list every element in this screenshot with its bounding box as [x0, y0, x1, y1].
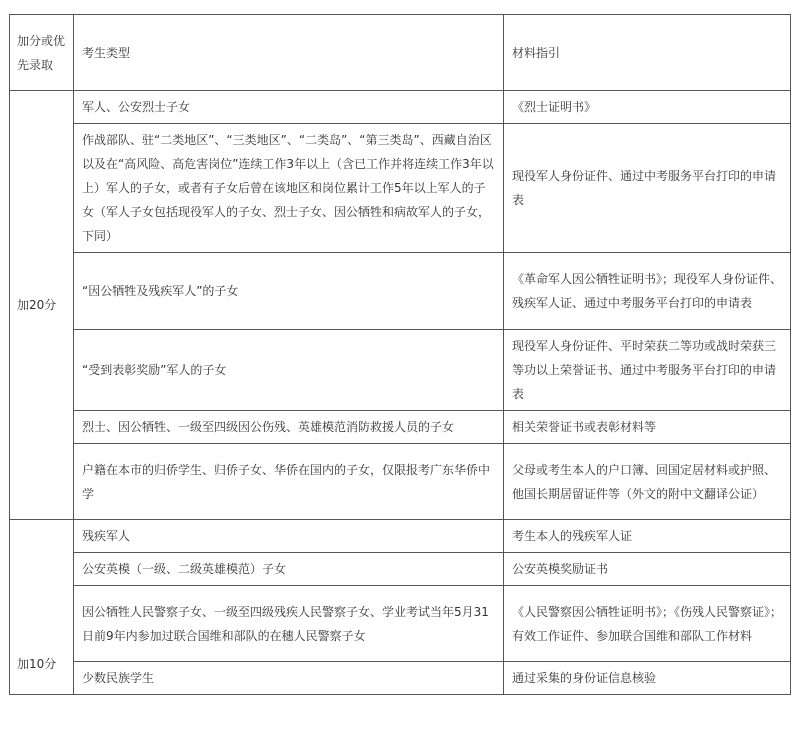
- candidate-type-cell: “因公牺牲及残疾军人”的子女: [74, 253, 504, 330]
- table-row: [10, 124, 791, 253]
- candidate-type-cell: 因公牺牲人民警察子女、一级至四级残疾人民警察子女、学业考试当年5月31日前9年内参加过联合国维和部队的在穗人民警察子女: [74, 586, 504, 662]
- material-cell: 父母或考生本人的户口簿、回国定居材料或护照、他国长期居留证件等（外文的附中文翻译公证）: [504, 444, 791, 520]
- table-row: [10, 411, 791, 444]
- table-row: [10, 520, 791, 553]
- candidate-type-cell: “受到表彰奖励”军人的子女: [74, 330, 504, 411]
- candidate-type-cell: 公安英模（一级、二级英雄模范）子女: [74, 553, 504, 586]
- policy-table: [9, 14, 791, 695]
- table-row: [10, 553, 791, 586]
- material-cell: 现役军人身份证件、通过中考服务平台打印的申请表: [504, 124, 791, 253]
- material-cell: 通过采集的身份证信息核验: [504, 662, 791, 695]
- header-bonus-type: 加分或优先录取: [10, 15, 74, 91]
- table-row: [10, 253, 791, 330]
- table-row: [10, 330, 791, 411]
- group-label-10: 加10分: [10, 520, 74, 695]
- candidate-type-cell: 户籍在本市的归侨学生、归侨子女、华侨在国内的子女，仅限报考广东华侨中学: [74, 444, 504, 520]
- table-row: [10, 91, 791, 124]
- header-row: [10, 15, 791, 91]
- material-cell: 公安英模奖励证书: [504, 553, 791, 586]
- group-label-20: 加20分: [10, 91, 74, 520]
- material-cell: 《人民警察因公牺牲证明书》；《伤残人民警察证》；有效工作证件、参加联合国维和部队工作材料: [504, 586, 791, 662]
- table-row: [10, 662, 791, 695]
- candidate-type-cell: 作战部队、驻“二类地区”、“三类地区”、“二类岛”、“第三类岛”、西藏自治区以及在“高风险、高危害岗位”连续工作3年以上（含已工作并将连续工作3年以上）军人的子女，或者有子女后曾在该地区和岗位累计工作5年以上军人的子女（军人子女包括现役军人的子女、烈士子女、因公牺牲和病故军人的子女，下同）: [74, 124, 504, 253]
- material-cell: 《革命军人因公牺牲证明书》；现役军人身份证件、残疾军人证、通过中考服务平台打印的申请表: [504, 253, 791, 330]
- candidate-type-cell: 烈士、因公牺牲、一级至四级因公伤残、英雄模范消防救援人员的子女: [74, 411, 504, 444]
- candidate-type-cell: 残疾军人: [74, 520, 504, 553]
- table-row: [10, 444, 791, 520]
- table-row: [10, 586, 791, 662]
- material-cell: 考生本人的残疾军人证: [504, 520, 791, 553]
- material-cell: 相关荣誉证书或表彰材料等: [504, 411, 791, 444]
- material-cell: 现役军人身份证件、平时荣获二等功或战时荣获三等功以上荣誉证书、通过中考服务平台打印的申请表: [504, 330, 791, 411]
- header-candidate-type: 考生类型: [74, 15, 504, 91]
- header-material-guide: 材料指引: [504, 15, 791, 91]
- candidate-type-cell: 少数民族学生: [74, 662, 504, 695]
- candidate-type-cell: 军人、公安烈士子女: [74, 91, 504, 124]
- material-cell: 《烈士证明书》: [504, 91, 791, 124]
